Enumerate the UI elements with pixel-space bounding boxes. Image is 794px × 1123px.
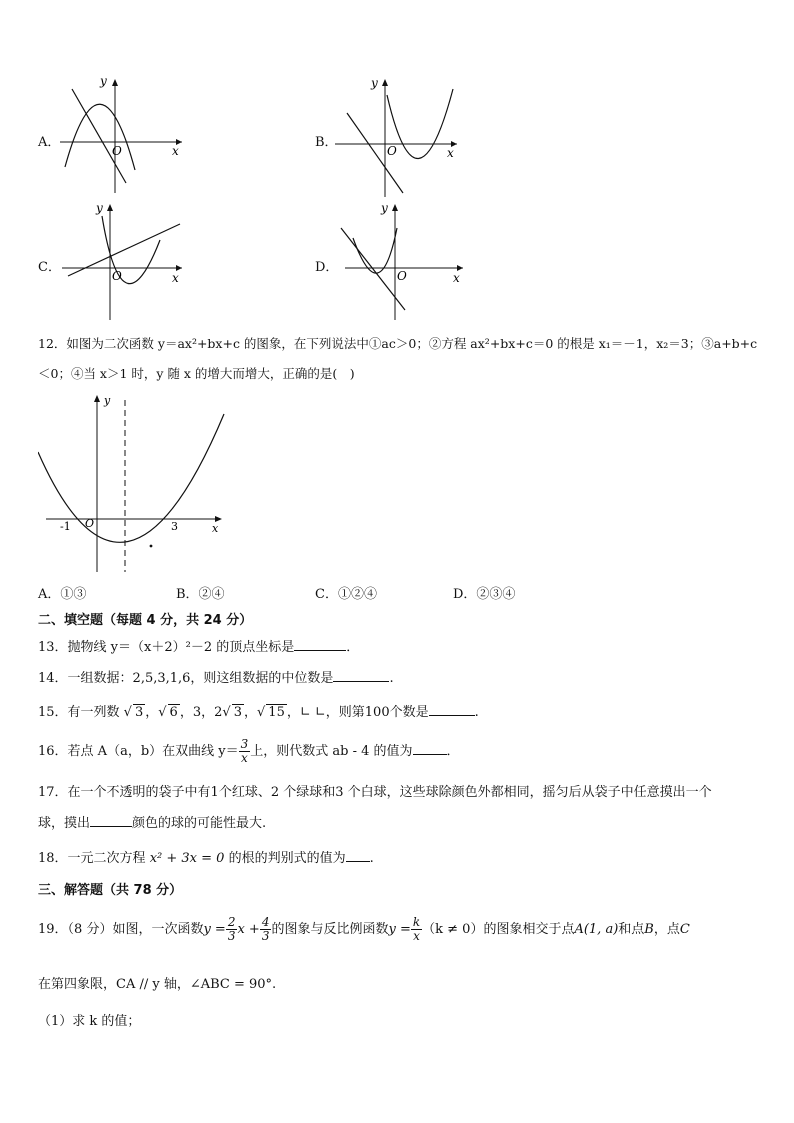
q17-line1: 17．在一个不透明的袋子中有1个红球、2 个绿球和3 个白球，这些球除颜色外都相同，摇匀后从袋子中任意摸出一个 — [38, 785, 712, 800]
q16: 16．若点 A（a，b）在双曲线 y＝ $\frac{3}{x}$ 上，则代数式 ab - 4 的值为 ． — [38, 737, 460, 765]
option-d-label: D． — [315, 260, 339, 275]
option-c-graph — [60, 198, 190, 323]
option-b-label: B． — [315, 135, 338, 150]
q12-line2: ＜0；④当 x＞1 时，y 随 x 的增大而增大，正确的是( ) — [38, 366, 355, 381]
origin-label: O — [112, 144, 122, 158]
option-d-graph — [335, 198, 470, 323]
q13: 13．抛物线 y＝（x＋2）²－2 的顶点坐标是 ． — [38, 640, 360, 655]
option-a-label: A． — [38, 135, 61, 150]
axis-x-label: x — [447, 146, 454, 160]
tick-neg1: -1 — [60, 520, 71, 533]
q14: 14．一组数据：2,5,3,1,6，则这组数据的中位数是 . — [38, 671, 394, 686]
q15: 15．有一列数 √ 3 ，√ 6 ，3，2√ 3 ，√ 15 ，∟ ∟，则第100个数是 . — [38, 705, 479, 720]
q19-line1: 19．（8 分）如图，一次函数y = $\frac{2}{3}$ x + $\frac{4}{3}$ 的图象与反比例函数y = $\frac{k}{x}$ （k ≠ 0）的图象相交于点A(1, a)和点B，点C — [38, 915, 690, 943]
axis-x-label: x — [453, 271, 460, 285]
q12-option-d: D．②③④ — [453, 587, 516, 602]
origin-label: O — [397, 269, 407, 283]
axis-x-label: x — [172, 144, 179, 158]
origin-label: O — [85, 517, 95, 530]
axis-x-label: x — [212, 522, 219, 535]
q12-option-b: B．②④ — [176, 587, 225, 602]
q18: 18．一元二次方程 x² + 3x = 0 的根的判别式的值为 . — [38, 851, 374, 866]
tick-3: 3 — [171, 520, 178, 533]
axis-y-label: y — [100, 75, 107, 88]
origin-label: O — [112, 269, 122, 283]
axis-y-label: y — [96, 201, 103, 215]
q19-line2: 在第四象限，CA // y 轴，∠ABC = 90°. — [38, 977, 277, 992]
q12-option-c: C．①②④ — [315, 587, 377, 602]
q12-line1: 12．如图为二次函数 y＝ax²+bx+c 的图象，在下列说法中①ac＞0；②方程 ax²+bx+c＝0 的根是 x₁＝－1，x₂＝3；③a+b+c — [38, 336, 758, 351]
axis-y-label: y — [371, 76, 378, 90]
option-a-graph — [60, 75, 190, 195]
q17-line2: 球，摸出 颜色的球的可能性最大. — [38, 816, 267, 831]
option-b-graph — [335, 75, 465, 200]
option-c-label: C． — [38, 260, 61, 275]
section-2-heading: 二、填空题（每题 4 分，共 24 分） — [38, 613, 253, 628]
q19-sub1: （1）求 k 的值； — [38, 1014, 141, 1029]
axis-y-label: y — [104, 394, 111, 407]
axis-y-label: y — [381, 201, 388, 215]
q12-option-a: A．①③ — [38, 587, 87, 602]
origin-label: O — [387, 144, 397, 158]
q12-parabola-graph — [38, 390, 230, 575]
axis-x-label: x — [172, 271, 179, 285]
section-3-heading: 三、解答题（共 78 分） — [38, 883, 183, 898]
